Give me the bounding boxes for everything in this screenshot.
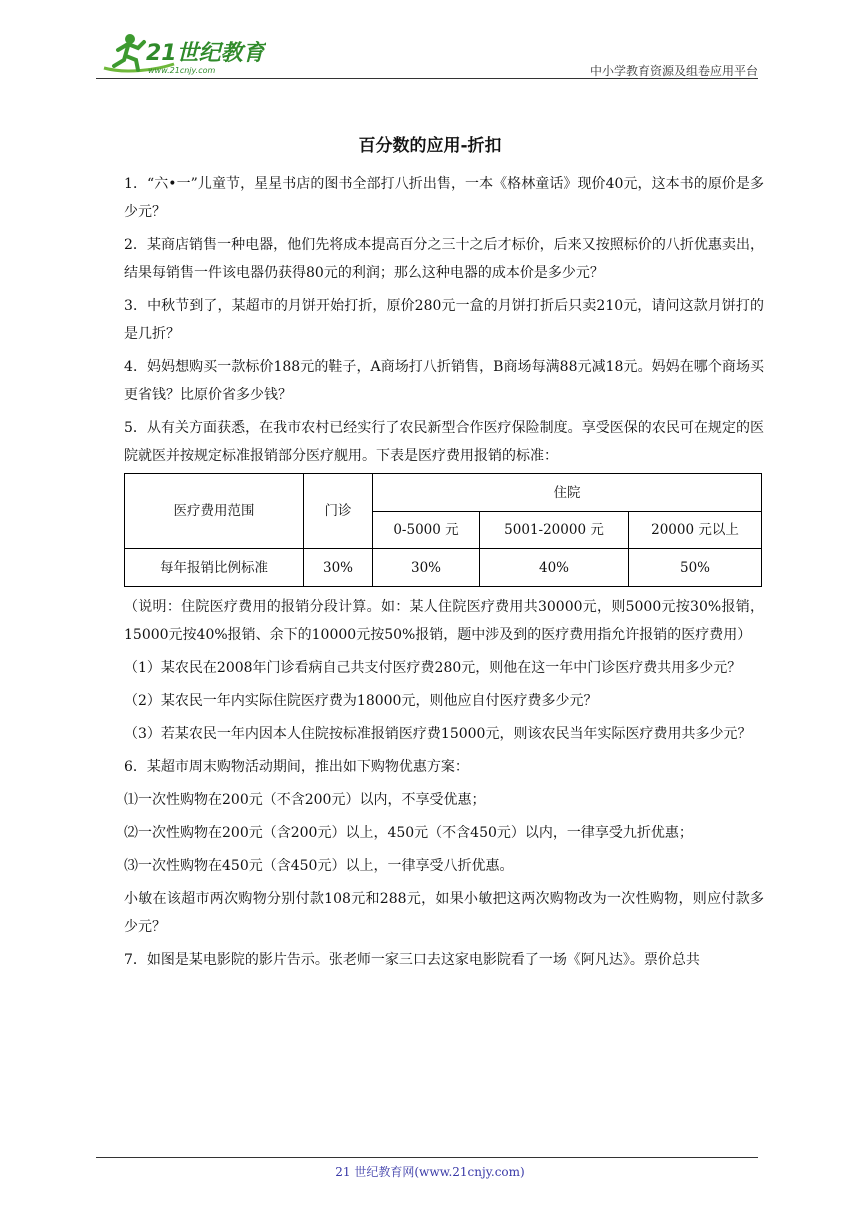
page-footer: 21 世纪教育网(www.21cnjy.com) <box>335 1165 525 1179</box>
question-6-rule-3: ⑶一次性购物在450元（含450元）以上，一律享受八折优惠。 <box>124 858 514 874</box>
question-6: 6．某超市周末购物活动期间，推出如下购物优惠方案： <box>124 759 469 775</box>
cell-band-1: 30% <box>373 549 480 587</box>
question-7: 7．如图是某电影院的影片告示。张老师一家三口去这家电影院看了一场《阿凡达》。票价总共 <box>124 952 700 968</box>
row-label: 每年报销比例标准 <box>125 549 304 587</box>
site-logo <box>96 30 266 76</box>
svg-text:www.21cnjy.com: www.21cnjy.com <box>148 66 216 75</box>
question-5-part-2: （2）某农民一年内实际住院医疗费为18000元，则他应自付医疗费多少元？ <box>124 693 598 709</box>
worksheet-body <box>124 170 764 979</box>
header-divider <box>96 78 758 79</box>
header-outpatient: 门诊 <box>304 474 373 549</box>
page-title: 百分数的应用-折扣 <box>358 136 502 156</box>
header-range: 医疗费用范围 <box>125 474 304 549</box>
cell-band-2: 40% <box>480 549 629 587</box>
question-5-part-1: （1）某农民在2008年门诊看病自己共支付医疗费280元，则他在这一年中门诊医疗费共用多少元？ <box>124 660 742 676</box>
header-inpatient: 住院 <box>373 474 762 512</box>
question-5-note: （说明：住院医疗费用的报销分段计算。如：某人住院医疗费用共30000元，则5000元按30%报销，15000元按40%报销、余下的10000元按50%报销，题中涉及到的医疗费用指允许报销的医疗费用） <box>124 599 764 643</box>
question-2: 2．某商店销售一种电器，他们先将成本提高百分之三十之后才标价，后来又按照标价的八折优惠卖出，结果每销售一件该电器仍获得80元的利润；那么这种电器的成本价是多少元？ <box>124 237 764 281</box>
header-band-1: 0-5000 元 <box>373 512 480 549</box>
question-6-ask: 小敏在该超市两次购物分别付款108元和288元，如果小敏把这两次购物改为一次性购物，则应付款多少元？ <box>124 891 764 935</box>
footer-divider <box>96 1157 758 1158</box>
cell-band-3: 50% <box>629 549 762 587</box>
question-4: 4．妈妈想购买一款标价188元的鞋子，A商场打八折销售，B商场每满88元减18元。妈妈在哪个商场买更省钱？比原价省多少钱？ <box>124 359 764 403</box>
question-6-rule-2: ⑵一次性购物在200元（含200元）以上，450元（不含450元）以内，一律享受九折优惠； <box>124 825 693 841</box>
question-5: 5．从有关方面获悉，在我市农村已经实行了农民新型合作医疗保险制度。享受医保的农民可在规定的医院就医并按规定标准报销部分医疗舰用。下表是医疗费用报销的标准： <box>124 420 764 464</box>
reimbursement-table <box>124 473 762 587</box>
cell-outpatient: 30% <box>304 549 373 587</box>
question-1: 1．“六•一”儿童节，星星书店的图书全部打八折出售，一本《格林童话》现价40元，这本书的原价是多少元？ <box>124 176 764 220</box>
svg-text:21世纪教育: 21世纪教育 <box>146 41 265 66</box>
question-3: 3．中秋节到了，某超市的月饼开始打折，原价280元一盒的月饼打折后只卖210元，请问这款月饼打的是几折？ <box>124 298 764 342</box>
platform-name: 中小学教育资源及组卷应用平台 <box>589 64 758 78</box>
logo-icon <box>96 30 266 76</box>
page-header <box>96 30 758 80</box>
question-5-part-3: （3）若某农民一年内因本人住院按标准报销医疗费15000元，则该农民当年实际医疗费用共多少元？ <box>124 726 752 742</box>
header-band-2: 5001-20000 元 <box>480 512 629 549</box>
header-band-3: 20000 元以上 <box>629 512 762 549</box>
question-6-rule-1: ⑴一次性购物在200元（不含200元）以内，不享受优惠； <box>124 792 486 808</box>
